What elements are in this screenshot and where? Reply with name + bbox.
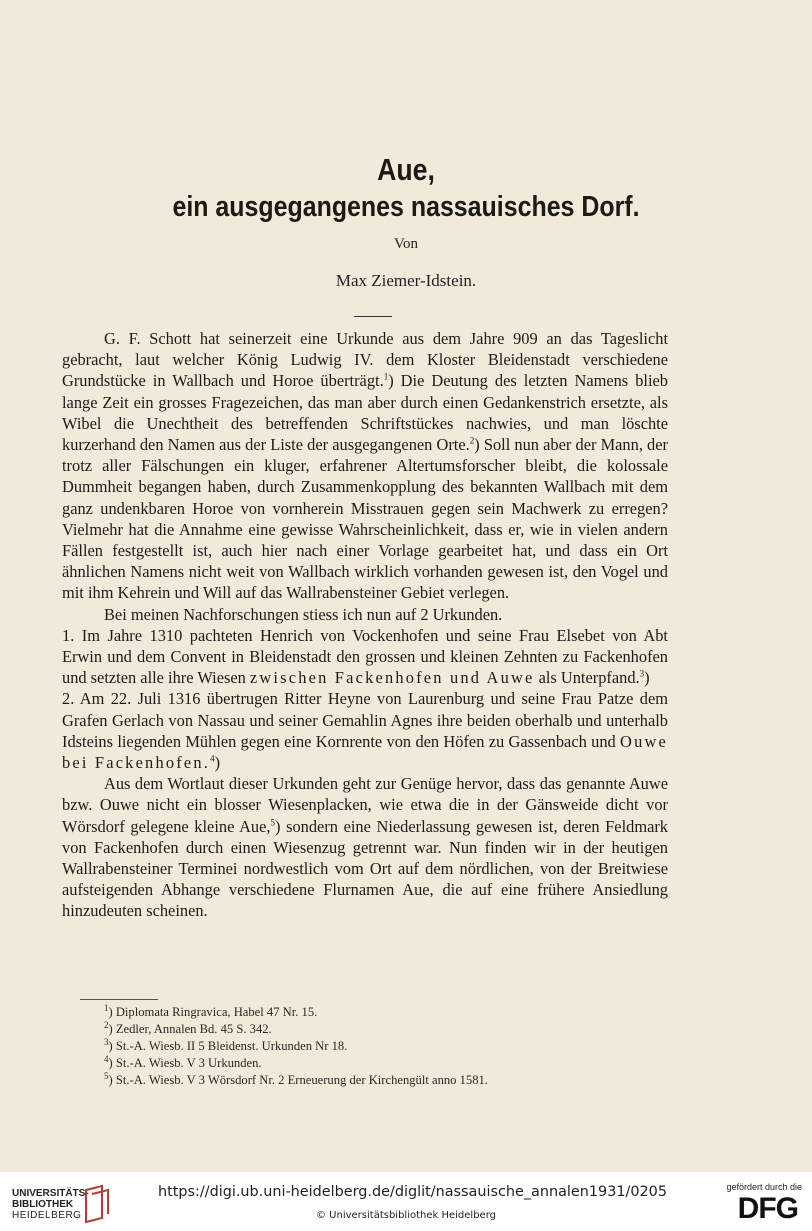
footnote: $^5$) St.-A. Wiesb. V 3 Wörsdorf Nr. 2 Erneuerung der Kirchengült anno 1581. (104, 1070, 488, 1087)
library-logo[interactable]: UNIVERSITÄTS- BIBLIOTHEK HEIDELBERG (12, 1188, 89, 1221)
paragraph: 1. Im Jahre 1310 pachteten Henrich von Vockenhofen und seine Frau Elsebet von Abt Erwin und dem Convent in Bleidenstadt den grossen und kleinen Zehnten zu Fackenhofen und setzten alle ihre Wiesen zwischen Fackenhofen und Auwe als Unterpfand.$^3$) (62, 625, 668, 688)
footnote-divider (80, 999, 158, 1000)
paragraph: 2. Am 22. Juli 1316 übertrugen Ritter Heyne von Laurenburg und seine Frau Patze dem Grafen Gerlach von Nassau und seiner Gemahlin Agnes ihre beiden oberhalb und unterhalb Idsteins liegenden Mühlen gegen eine Kornrente von den Höfen zu Gassenbach und Ouwe bei Fackenhofen.$^4$) (62, 689, 668, 773)
article-title: Aue, (377, 152, 435, 187)
paragraph: Bei meinen Nachforschungen stiess ich nun auf 2 Urkunden. (104, 604, 503, 624)
paragraph: Aus dem Wortlaut dieser Urkunden geht zur Genüge hervor, dass das genannte Auwe bzw. Ouwe nicht ein blosser Wiesenplacken, wie etwa die in der Gänsweide dicht vor Wörsdorf gelegene kleine Aue,$^5$) sondern eine Niederlassung gewesen ist, deren Feldmark von Fackenhofen durch einen Wiesenzug getrennt war. Nun finden wir in der heutigen Wallrabensteiner Terminei nordwestlich vom Ort auf dem nördlichen, von der Breitwiese aufsteigenden Abhange verschiedene Flurnamen Aue, die auf eine frühere Ansiedlung hinzudeuten scheinen. (62, 774, 669, 921)
footnotes (104, 1004, 644, 1089)
article-subtitle: ein ausgegangenes nassauisches Dorf. (172, 191, 640, 223)
footnote: $^4$) St.-A. Wiesb. V 3 Urkunden. (104, 1053, 262, 1070)
footnote: $^2$) Zedler, Annalen Bd. 45 S. 342. (104, 1019, 272, 1036)
funding-label: gefördert durch die (726, 1182, 802, 1192)
footnote: $^3$) St.-A. Wiesb. II 5 Bleidenst. Urkunden Nr 18. (104, 1036, 348, 1053)
footnote: $^1$) Diplomata Ringravica, Habel 47 Nr. 15. (104, 1002, 318, 1019)
author-name: Max Ziemer-Idstein. (335, 271, 477, 290)
byline-prefix: Von (394, 236, 418, 252)
dfg-logo[interactable]: DFG (737, 1192, 798, 1225)
article-body (62, 328, 668, 922)
permalink-url[interactable]: https://digi.ub.uni-heidelberg.de/diglit/nassauische_annalen1931/0205 (158, 1184, 667, 1200)
viewer-footer (0, 1172, 812, 1231)
copyright-text: © Universitätsbibliothek Heidelberg (315, 1210, 496, 1221)
title-divider (354, 316, 392, 317)
paragraph: G. F. Schott hat seinerzeit eine Urkunde aus dem Jahre 909 an das Tageslicht gebracht, laut welcher König Ludwig IV. dem Kloster Bleidenstadt verschiedene Grundstücke in Wallbach und Horoe überträgt.$^1$) Die Deutung des letzten Namens blieb lange Zeit ein grosses Fragezeichen, das man aber durch einen Gedankenstrich ersetzte, als Wibel die Unechtheit des betreffenden Schriftstückes nachwies, und man löschte kurzerhand den Namen aus der Liste der ausgegangenen Orte.$^2$) Soll nun aber der Mann, der trotz aller Fälschungen ein kluger, erfahrener Altertumsforscher bleibt, die kolossale Dummheit begangen haben, durch Zusammenkopplung des bekannten Wallbach mit dem ganz undenkbaren Horoe von vornherein Misstrauen gegen sein Machwerk zu erregen? Vielmehr hat die Annahme eine gewisse Wahrscheinlichkeit, dass er, wie in vielen andern Fällen festgestellt ist, auch hier nach einer Vorlage gearbeitet hat, und dass ein Ort ähnlichen Namens nicht weit von Wallbach wirklich vorhanden gewesen ist, den Vogel und mit ihm Kehrein und Will auf das Wallrabensteiner Gebiet verlegen. (62, 329, 668, 603)
